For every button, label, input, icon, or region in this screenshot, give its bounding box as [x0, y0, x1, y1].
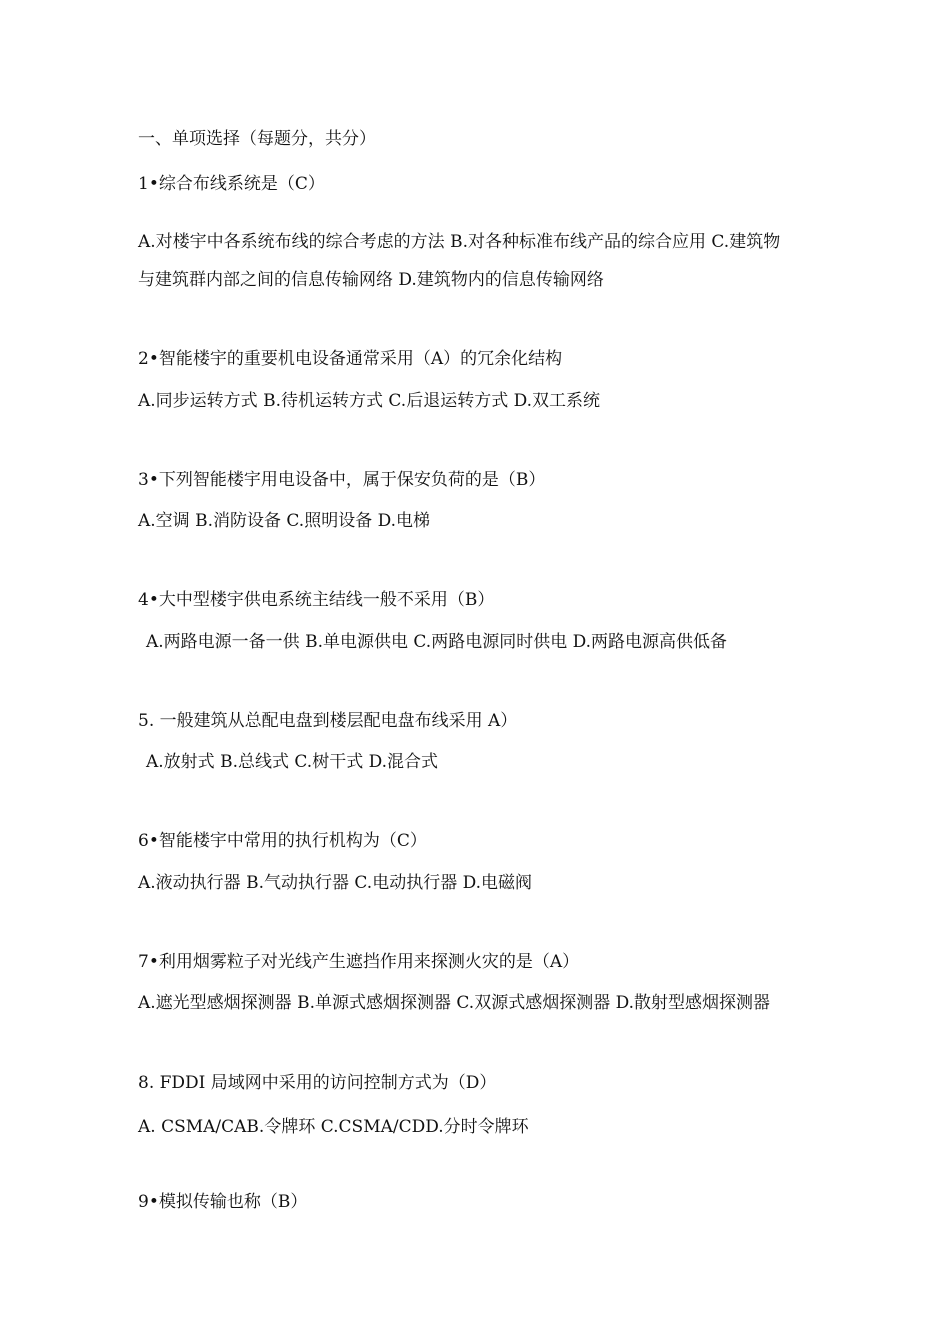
question-5-options: A.放射式 B.总线式 C.树干式 D.混合式 — [146, 752, 439, 772]
question-3-options: A.空调 B.消防设备 C.照明设备 D.电梯 — [138, 511, 431, 531]
question-8-stem: 8. FDDI 局域网中采用的访问控制方式为（D） — [138, 1073, 497, 1093]
question-4-stem: 4•大中型楼宇供电系统主结线一般不采用（B） — [138, 590, 495, 610]
question-1-options-line-1: A.对楼宇中各系统布线的综合考虑的方法 B.对各种标准布线产品的综合应用 C.建筑物 — [138, 232, 781, 252]
question-5-stem: 5. 一般建筑从总配电盘到楼层配电盘布线采用 A） — [138, 711, 518, 731]
question-7-stem: 7•利用烟雾粒子对光线产生遮挡作用来探测火灾的是（A） — [138, 952, 580, 972]
question-6-options: A.液动执行器 B.气动执行器 C.电动执行器 D.电磁阀 — [138, 873, 533, 893]
question-6-stem: 6•智能楼宇中常用的执行机构为（C） — [138, 831, 427, 851]
section-title: 一、单项选择（每题分，共分） — [138, 129, 376, 149]
question-1-stem: 1•综合布线系统是（C） — [138, 174, 325, 194]
question-7-options: A.遮光型感烟探测器 B.单源式感烟探测器 C.双源式感烟探测器 D.散射型感烟探测器 — [138, 993, 771, 1013]
question-9-stem: 9•模拟传输也称（B） — [138, 1192, 308, 1212]
question-1-options-line-2: 与建筑群内部之间的信息传输网络 D.建筑物内的信息传输网络 — [138, 270, 604, 290]
question-2-stem: 2•智能楼宇的重要机电设备通常采用（A）的冗余化结构 — [138, 349, 563, 369]
question-8-options: A. CSMA/CAB.令牌环 C.CSMA/CDD.分时令牌环 — [138, 1117, 529, 1137]
question-4-options: A.两路电源一备一供 B.单电源供电 C.两路电源同时供电 D.两路电源高供低备 — [146, 632, 728, 652]
question-2-options: A.同步运转方式 B.待机运转方式 C.后退运转方式 D.双工系统 — [138, 391, 601, 411]
question-3-stem: 3•下列智能楼宇用电设备中，属于保安负荷的是（B） — [138, 470, 546, 490]
